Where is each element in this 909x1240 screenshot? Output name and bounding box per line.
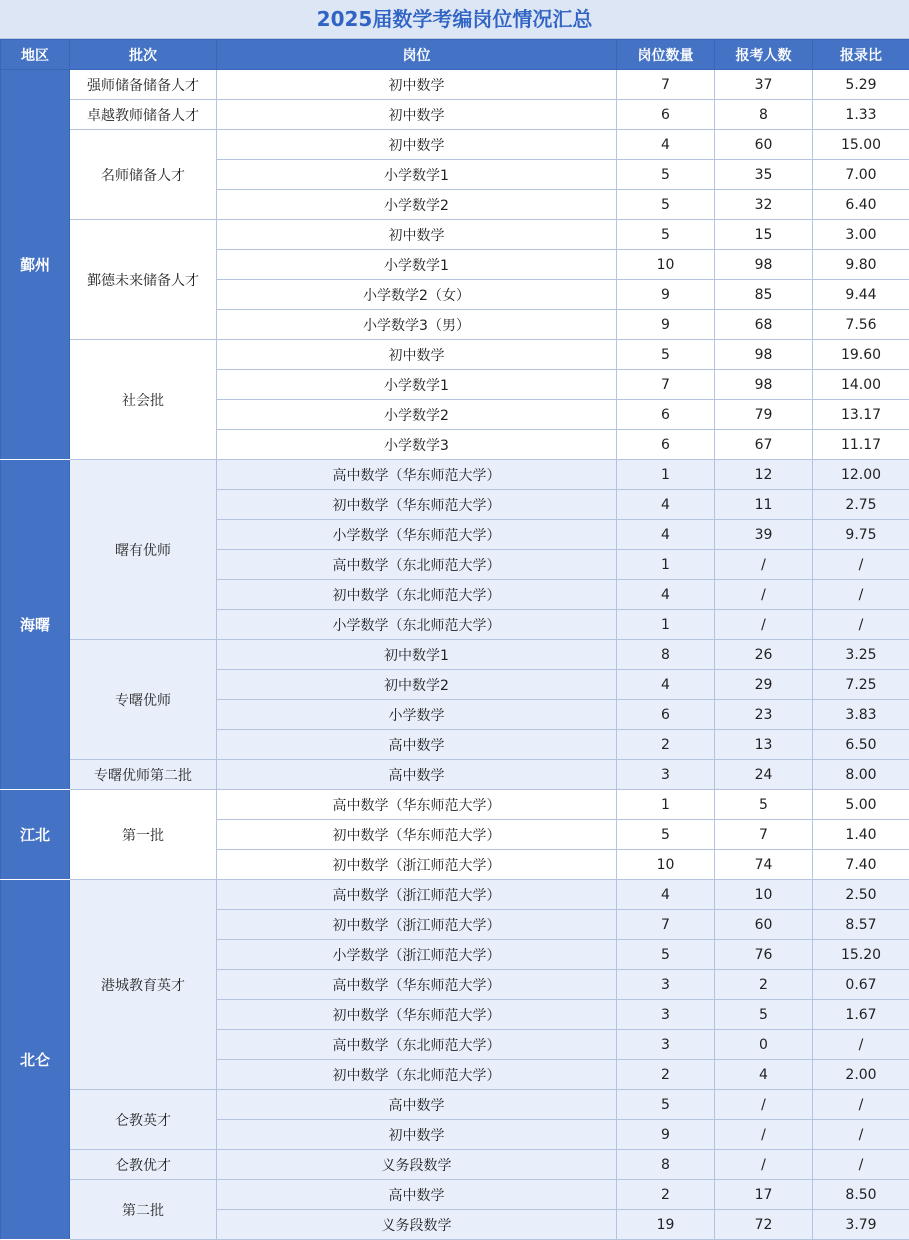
- post-count-cell: 4: [617, 580, 715, 610]
- position-cell: 小学数学2: [217, 190, 617, 220]
- post-count-cell: 6: [617, 400, 715, 430]
- header-position: 岗位: [217, 40, 617, 70]
- post-count-cell: 10: [617, 250, 715, 280]
- ratio-cell: 14.00: [813, 370, 909, 400]
- ratio-cell: 1.67: [813, 1000, 909, 1030]
- applicants-cell: 85: [715, 280, 813, 310]
- recruitment-table: [0, 39, 909, 1240]
- post-count-cell: 5: [617, 1090, 715, 1120]
- applicants-cell: 24: [715, 760, 813, 790]
- ratio-cell: 8.57: [813, 910, 909, 940]
- table-row: [1, 790, 909, 820]
- applicants-cell: 39: [715, 520, 813, 550]
- position-cell: 小学数学3（男）: [217, 310, 617, 340]
- applicants-cell: 74: [715, 850, 813, 880]
- ratio-cell: 19.60: [813, 340, 909, 370]
- position-cell: 高中数学: [217, 1090, 617, 1120]
- position-cell: 初中数学: [217, 220, 617, 250]
- position-cell: 高中数学（东北师范大学）: [217, 1030, 617, 1060]
- ratio-cell: 7.00: [813, 160, 909, 190]
- position-cell: 初中数学1: [217, 640, 617, 670]
- position-cell: 小学数学1: [217, 160, 617, 190]
- position-cell: 高中数学（华东师范大学）: [217, 460, 617, 490]
- post-count-cell: 6: [617, 100, 715, 130]
- table-row: [1, 1150, 909, 1180]
- applicants-cell: 2: [715, 970, 813, 1000]
- ratio-cell: 8.00: [813, 760, 909, 790]
- applicants-cell: 0: [715, 1030, 813, 1060]
- applicants-cell: 5: [715, 790, 813, 820]
- post-count-cell: 6: [617, 430, 715, 460]
- applicants-cell: 60: [715, 130, 813, 160]
- post-count-cell: 7: [617, 70, 715, 100]
- ratio-cell: 1.33: [813, 100, 909, 130]
- post-count-cell: 8: [617, 1150, 715, 1180]
- position-cell: 初中数学: [217, 130, 617, 160]
- applicants-cell: /: [715, 1150, 813, 1180]
- post-count-cell: 9: [617, 1120, 715, 1150]
- position-cell: 初中数学: [217, 1120, 617, 1150]
- applicants-cell: 23: [715, 700, 813, 730]
- applicants-cell: /: [715, 610, 813, 640]
- position-cell: 高中数学: [217, 1180, 617, 1210]
- table-body: [1, 70, 909, 1240]
- applicants-cell: 32: [715, 190, 813, 220]
- position-cell: 初中数学（浙江师范大学）: [217, 850, 617, 880]
- post-count-cell: 10: [617, 850, 715, 880]
- table-row: [1, 100, 909, 130]
- batch-cell: 曙有优师: [70, 460, 217, 640]
- post-count-cell: 1: [617, 550, 715, 580]
- ratio-cell: 11.17: [813, 430, 909, 460]
- post-count-cell: 5: [617, 220, 715, 250]
- post-count-cell: 5: [617, 190, 715, 220]
- applicants-cell: 5: [715, 1000, 813, 1030]
- ratio-cell: 9.44: [813, 280, 909, 310]
- position-cell: 初中数学2: [217, 670, 617, 700]
- region-cell: 鄞州: [1, 70, 70, 460]
- post-count-cell: 5: [617, 820, 715, 850]
- applicants-cell: 29: [715, 670, 813, 700]
- position-cell: 小学数学（华东师范大学）: [217, 520, 617, 550]
- position-cell: 初中数学（东北师范大学）: [217, 1060, 617, 1090]
- applicants-cell: 17: [715, 1180, 813, 1210]
- position-cell: 高中数学（浙江师范大学）: [217, 880, 617, 910]
- applicants-cell: 68: [715, 310, 813, 340]
- applicants-cell: 4: [715, 1060, 813, 1090]
- position-cell: 初中数学（华东师范大学）: [217, 490, 617, 520]
- region-cell: 北仑: [1, 880, 70, 1240]
- ratio-cell: 5.00: [813, 790, 909, 820]
- post-count-cell: 8: [617, 640, 715, 670]
- post-count-cell: 19: [617, 1210, 715, 1240]
- ratio-cell: 13.17: [813, 400, 909, 430]
- ratio-cell: 9.80: [813, 250, 909, 280]
- applicants-cell: 8: [715, 100, 813, 130]
- position-cell: 小学数学1: [217, 250, 617, 280]
- batch-cell: 专曙优师第二批: [70, 760, 217, 790]
- post-count-cell: 4: [617, 880, 715, 910]
- ratio-cell: 7.56: [813, 310, 909, 340]
- header-row: [1, 40, 909, 70]
- batch-cell: 强师储备储备人才: [70, 70, 217, 100]
- position-cell: 小学数学（浙江师范大学）: [217, 940, 617, 970]
- post-count-cell: 6: [617, 700, 715, 730]
- position-cell: 小学数学（东北师范大学）: [217, 610, 617, 640]
- post-count-cell: 4: [617, 670, 715, 700]
- applicants-cell: 13: [715, 730, 813, 760]
- post-count-cell: 3: [617, 760, 715, 790]
- ratio-cell: 7.40: [813, 850, 909, 880]
- ratio-cell: /: [813, 1150, 909, 1180]
- batch-cell: 第一批: [70, 790, 217, 880]
- position-cell: 小学数学2（女）: [217, 280, 617, 310]
- applicants-cell: 72: [715, 1210, 813, 1240]
- position-cell: 小学数学3: [217, 430, 617, 460]
- applicants-cell: 10: [715, 880, 813, 910]
- table-row: [1, 640, 909, 670]
- post-count-cell: 2: [617, 730, 715, 760]
- position-cell: 高中数学（东北师范大学）: [217, 550, 617, 580]
- batch-cell: 社会批: [70, 340, 217, 460]
- applicants-cell: 7: [715, 820, 813, 850]
- ratio-cell: /: [813, 610, 909, 640]
- position-cell: 小学数学2: [217, 400, 617, 430]
- applicants-cell: 15: [715, 220, 813, 250]
- position-cell: 高中数学（华东师范大学）: [217, 790, 617, 820]
- post-count-cell: 3: [617, 1000, 715, 1030]
- post-count-cell: 5: [617, 340, 715, 370]
- applicants-cell: 26: [715, 640, 813, 670]
- ratio-cell: 5.29: [813, 70, 909, 100]
- position-cell: 义务段数学: [217, 1150, 617, 1180]
- applicants-cell: /: [715, 580, 813, 610]
- position-cell: 初中数学: [217, 340, 617, 370]
- position-cell: 小学数学1: [217, 370, 617, 400]
- applicants-cell: 98: [715, 250, 813, 280]
- batch-cell: 名师储备人才: [70, 130, 217, 220]
- header-post-count: 岗位数量: [617, 40, 715, 70]
- applicants-cell: 60: [715, 910, 813, 940]
- applicants-cell: 98: [715, 340, 813, 370]
- applicants-cell: 67: [715, 430, 813, 460]
- region-cell: 江北: [1, 790, 70, 880]
- ratio-cell: 8.50: [813, 1180, 909, 1210]
- ratio-cell: /: [813, 580, 909, 610]
- header-batch: 批次: [70, 40, 217, 70]
- table-row: [1, 340, 909, 370]
- post-count-cell: 7: [617, 370, 715, 400]
- position-cell: 高中数学: [217, 760, 617, 790]
- ratio-cell: /: [813, 550, 909, 580]
- applicants-cell: 35: [715, 160, 813, 190]
- post-count-cell: 3: [617, 1030, 715, 1060]
- batch-cell: 仑教英才: [70, 1090, 217, 1150]
- header-region: 地区: [1, 40, 70, 70]
- header-ratio: 报录比: [813, 40, 909, 70]
- position-cell: 初中数学: [217, 100, 617, 130]
- applicants-cell: 37: [715, 70, 813, 100]
- ratio-cell: 0.67: [813, 970, 909, 1000]
- ratio-cell: 3.25: [813, 640, 909, 670]
- page-title: 2025届数学考编岗位情况汇总: [0, 0, 909, 39]
- post-count-cell: 2: [617, 1060, 715, 1090]
- ratio-cell: 2.75: [813, 490, 909, 520]
- position-cell: 初中数学: [217, 70, 617, 100]
- ratio-cell: 15.20: [813, 940, 909, 970]
- applicants-cell: /: [715, 1090, 813, 1120]
- ratio-cell: 6.50: [813, 730, 909, 760]
- region-cell: 海曙: [1, 460, 70, 790]
- position-cell: 义务段数学: [217, 1210, 617, 1240]
- batch-cell: 港城教育英才: [70, 880, 217, 1090]
- position-cell: 高中数学（华东师范大学）: [217, 970, 617, 1000]
- ratio-cell: 15.00: [813, 130, 909, 160]
- table-row: [1, 760, 909, 790]
- applicants-cell: /: [715, 1120, 813, 1150]
- applicants-cell: 11: [715, 490, 813, 520]
- post-count-cell: 7: [617, 910, 715, 940]
- ratio-cell: 2.00: [813, 1060, 909, 1090]
- ratio-cell: 1.40: [813, 820, 909, 850]
- table-row: [1, 70, 909, 100]
- position-cell: 初中数学（浙江师范大学）: [217, 910, 617, 940]
- table-row: [1, 460, 909, 490]
- header-applicants: 报考人数: [715, 40, 813, 70]
- post-count-cell: 9: [617, 310, 715, 340]
- ratio-cell: 3.00: [813, 220, 909, 250]
- table-row: [1, 220, 909, 250]
- ratio-cell: /: [813, 1090, 909, 1120]
- batch-cell: 鄞德未来储备人才: [70, 220, 217, 340]
- ratio-cell: 2.50: [813, 880, 909, 910]
- post-count-cell: 3: [617, 970, 715, 1000]
- ratio-cell: 6.40: [813, 190, 909, 220]
- position-cell: 高中数学: [217, 730, 617, 760]
- position-cell: 初中数学（东北师范大学）: [217, 580, 617, 610]
- ratio-cell: 9.75: [813, 520, 909, 550]
- position-cell: 小学数学: [217, 700, 617, 730]
- batch-cell: 第二批: [70, 1180, 217, 1240]
- post-count-cell: 2: [617, 1180, 715, 1210]
- ratio-cell: 12.00: [813, 460, 909, 490]
- post-count-cell: 5: [617, 160, 715, 190]
- applicants-cell: 79: [715, 400, 813, 430]
- post-count-cell: 9: [617, 280, 715, 310]
- post-count-cell: 1: [617, 460, 715, 490]
- applicants-cell: 98: [715, 370, 813, 400]
- table-row: [1, 1180, 909, 1210]
- position-cell: 初中数学（华东师范大学）: [217, 1000, 617, 1030]
- post-count-cell: 4: [617, 520, 715, 550]
- ratio-cell: /: [813, 1030, 909, 1060]
- post-count-cell: 4: [617, 130, 715, 160]
- batch-cell: 卓越教师储备人才: [70, 100, 217, 130]
- post-count-cell: 4: [617, 490, 715, 520]
- ratio-cell: /: [813, 1120, 909, 1150]
- applicants-cell: 76: [715, 940, 813, 970]
- ratio-cell: 3.83: [813, 700, 909, 730]
- applicants-cell: /: [715, 550, 813, 580]
- post-count-cell: 1: [617, 790, 715, 820]
- table-row: [1, 1090, 909, 1120]
- ratio-cell: 3.79: [813, 1210, 909, 1240]
- table-row: [1, 880, 909, 910]
- batch-cell: 专曙优师: [70, 640, 217, 760]
- post-count-cell: 5: [617, 940, 715, 970]
- batch-cell: 仑教优才: [70, 1150, 217, 1180]
- table-row: [1, 130, 909, 160]
- applicants-cell: 12: [715, 460, 813, 490]
- ratio-cell: 7.25: [813, 670, 909, 700]
- position-cell: 初中数学（华东师范大学）: [217, 820, 617, 850]
- post-count-cell: 1: [617, 610, 715, 640]
